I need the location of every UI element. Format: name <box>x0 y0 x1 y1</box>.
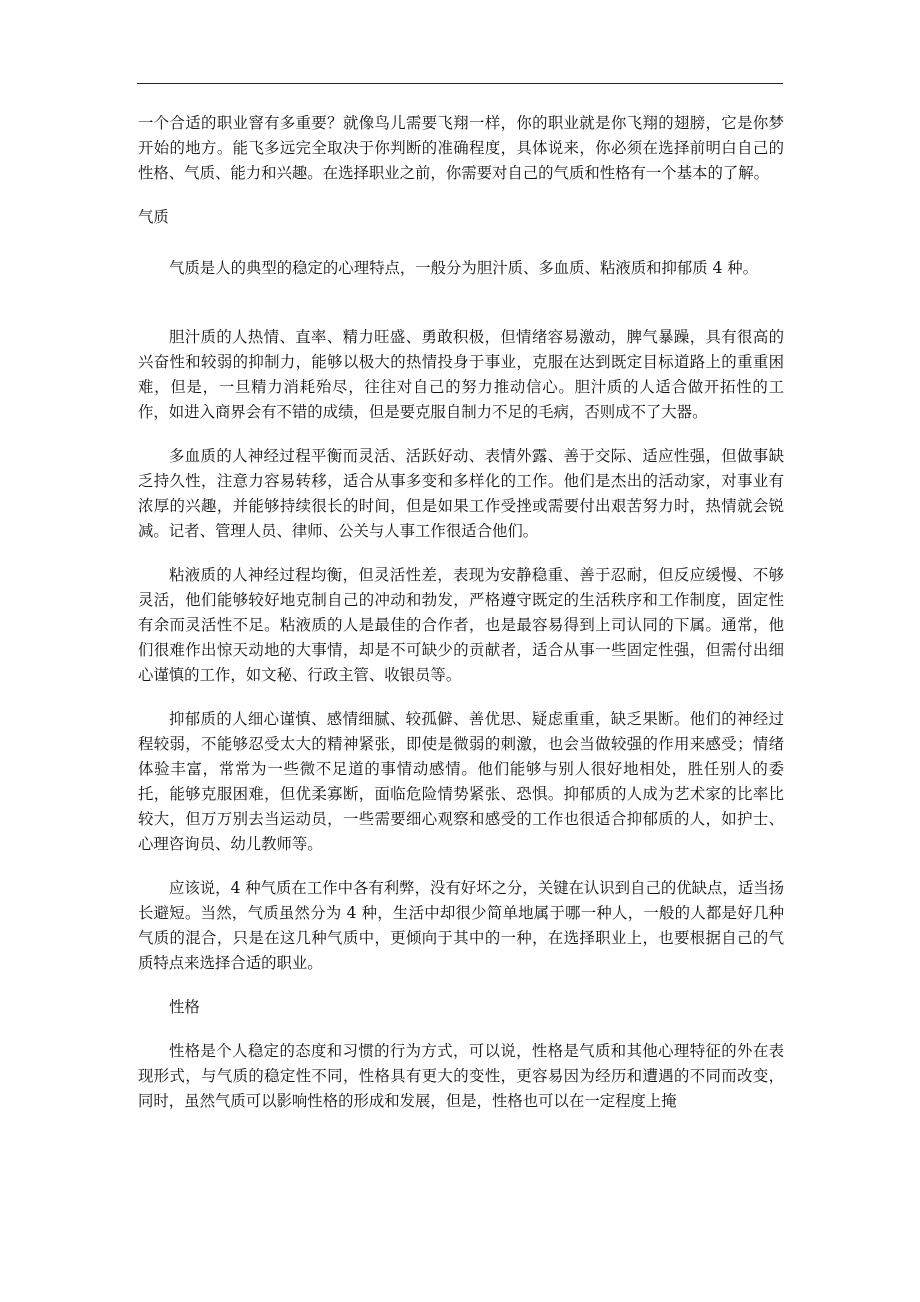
document-body <box>138 111 784 1114</box>
section-heading-temperament: 气质 <box>138 208 169 226</box>
intro-paragraph: 一个合适的职业窨有多重要？就像鸟儿需要飞翔一样，你的职业就是你飞翔的翅膀，它是你梦开始的地方。能飞多远完全取决于你判断的准确程度，具体说来，你必须在选择前明白自己的性格、气质、能力和兴趣。在选择职业之前，你需要对自己的气质和性格有一个基本的了解。 <box>138 114 784 182</box>
melancholic-paragraph: 抑郁质的人细心谨慎、感情细腻、较孤僻、善优思、疑虑重重，缺乏果断。他们的神经过程较弱，不能够忍受太大的精神紧张，即使是微弱的刺激，也会当做较强的作用来感受；情绪体验丰富，常常为一些微不足道的事情动感情。他们能够与别人很好地相处，胜任别人的委托，能够克服困难，但优柔寡断，面临危险情势紧张、恐惧。抑郁质的人成为艺术家的比率比较大，但万万别去当运动员，一些需要细心观察和感受的工作也很适合抑郁质的人，如护士、心理咨询员、幼儿教师等。 <box>138 710 784 853</box>
phlegmatic-paragraph: 粘液质的人神经过程均衡，但灵活性差，表现为安静稳重、善于忍耐，但反应缓慢、不够灵活，他们能够较好地克制自己的冲动和勃发，严格遵守既定的生活秩序和工作制度，固定性有余而灵活性不足。粘液质的人是最佳的合作者，也是最容易得到上司认同的下属。通常，他们很难作出惊天动地的大事情，却是不可缺少的贡献者，适合从事一些固定性强，但需付出细心谨慎的工作，如文秘、行政主管、收银员等。 <box>138 566 784 684</box>
summary-paragraph: 应该说，4 种气质在工作中各有利弊，没有好坏之分，关键在认识到自己的优缺点，适当扬长避短。当然，气质虽然分为 4 种，生活中却很少简单地属于哪一种人，一般的人都是好几种气质的混合，只是在这几种气质中，更倾向于其中的一种，在选择职业上，也要根据自己的气质特点来选择合适的职业。 <box>138 879 784 972</box>
header-rule <box>137 83 783 84</box>
temperament-overview-paragraph: 气质是人的典型的稳定的心理特点，一般分为胆汁质、多血质、粘液质和抑郁质 4 种。 <box>169 259 759 277</box>
character-paragraph: 性格是个人稳定的态度和习惯的行为方式，可以说，性格是气质和其他心理特征的外在表现形式，与气质的稳定性不同，性格具有更大的变性，更容易因为经历和遭遇的不同而改变，同时，虽然气质可以影响性格的形成和发展，但是，性格也可以在一定程度上掩 <box>138 1042 784 1110</box>
sanguine-paragraph: 多血质的人神经过程平衡而灵活、活跃好动、表情外露、善于交际、适应性强，但做事缺乏持久性，注意力容易转移，适合从事多变和多样化的工作。他们是杰出的活动家，对事业有浓厚的兴趣，并能够持续很长的时间，但是如果工作受挫或需要付出艰苦努力时，热情就会锐减。记者、管理人员、律师、公关与人事工作很适合他们。 <box>138 447 784 540</box>
choleric-paragraph: 胆汁质的人热情、直率、精力旺盛、勇敢积极，但情绪容易激动，脾气暴躁，具有很高的兴奋性和较弱的抑制力，能够以极大的热情投身于事业，克服在达到既定目标道路上的重重困难，但是，一旦精力消耗殆尽，往往对自己的努力推动信心。胆汁质的人适合做开拓性的工作，如进入商界会有不错的成绩，但是要克服自制力不足的毛病，否则成不了大器。 <box>138 328 784 421</box>
section-heading-character: 性格 <box>169 998 200 1016</box>
